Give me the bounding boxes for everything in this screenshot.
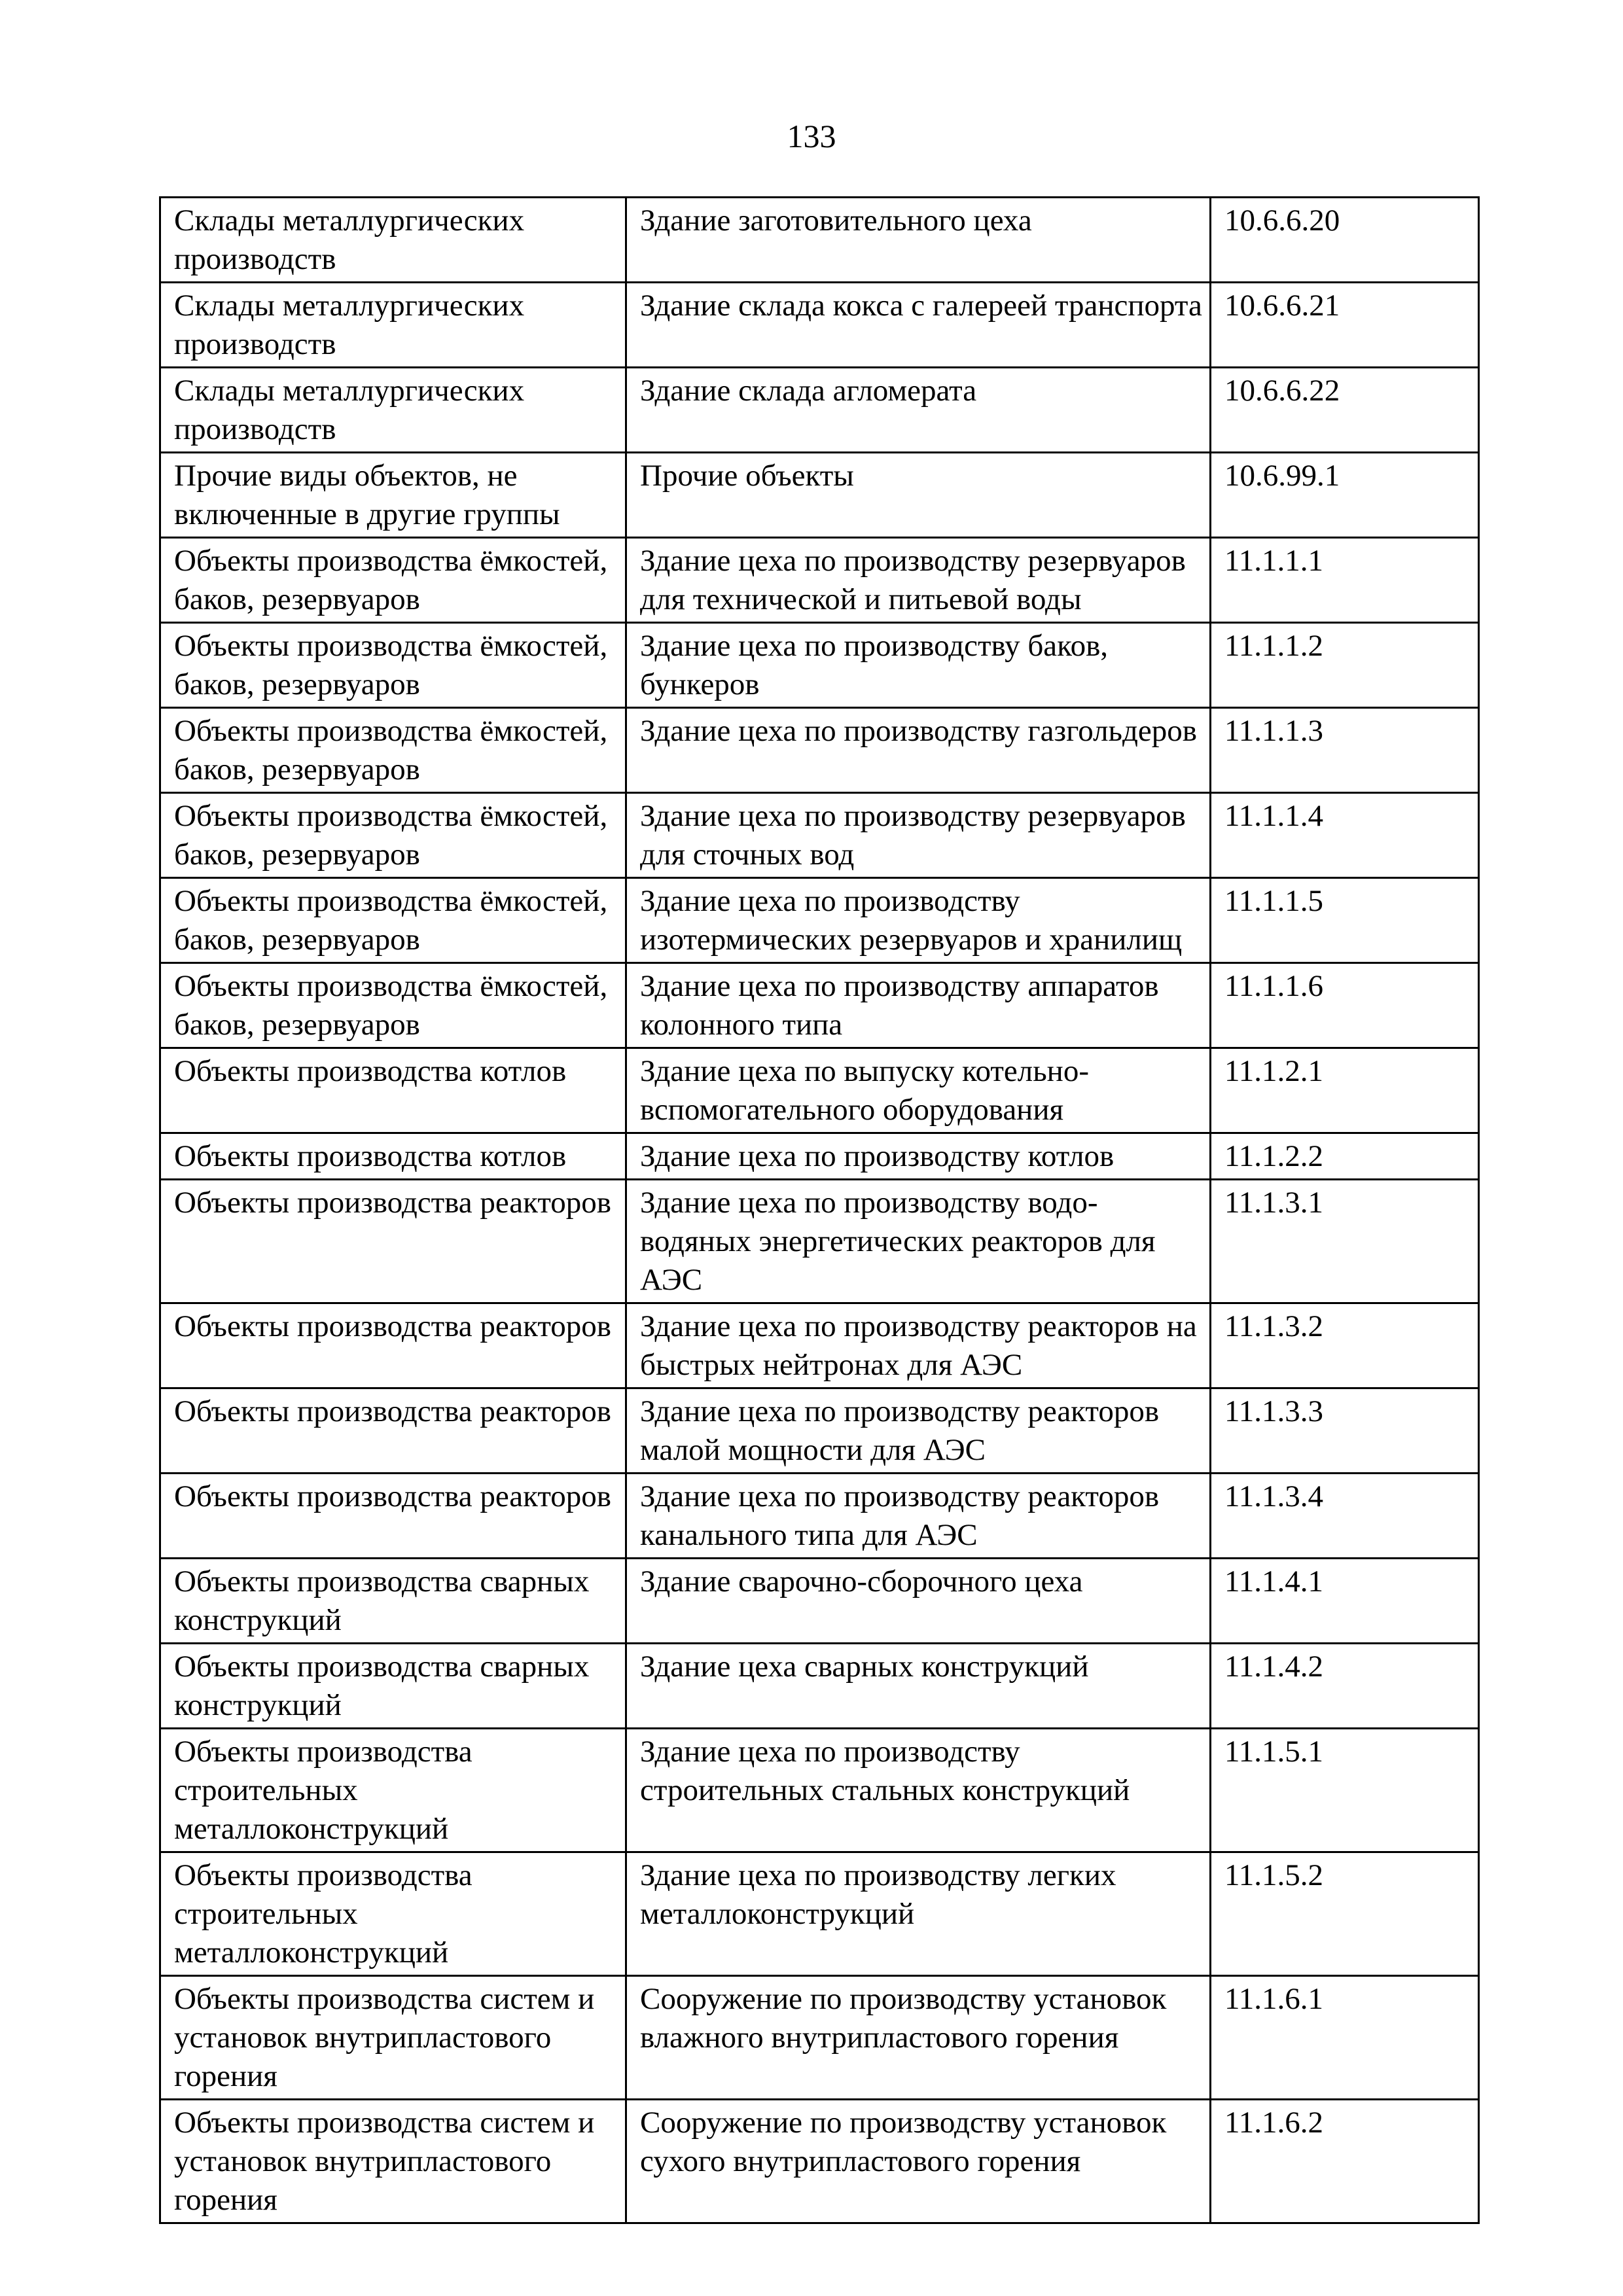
table-row bbox=[160, 538, 1479, 623]
table-row bbox=[160, 1644, 1479, 1729]
table-row bbox=[160, 1388, 1479, 1474]
object-cell: Здание цеха сварных конструкций bbox=[626, 1644, 1211, 1729]
table-row bbox=[160, 1976, 1479, 2100]
code-cell: 11.1.1.4 bbox=[1211, 793, 1479, 878]
category-cell: Объекты производства строительных металлоконструкций bbox=[160, 1852, 626, 1976]
code-cell: 11.1.1.6 bbox=[1211, 963, 1479, 1048]
table-row bbox=[160, 368, 1479, 453]
object-cell: Здание цеха по производству резервуаров для технической и питьевой воды bbox=[626, 538, 1211, 623]
object-cell: Здание цеха по производству реакторов на быстрых нейтронах для АЭС bbox=[626, 1303, 1211, 1388]
object-cell: Здание цеха по производству котлов bbox=[626, 1133, 1211, 1180]
code-cell: 11.1.1.1 bbox=[1211, 538, 1479, 623]
code-cell: 11.1.4.2 bbox=[1211, 1644, 1479, 1729]
category-cell: Склады металлургических производств bbox=[160, 198, 626, 283]
object-cell: Здание цеха по производству строительных стальных конструкций bbox=[626, 1729, 1211, 1852]
code-cell: 11.1.3.2 bbox=[1211, 1303, 1479, 1388]
code-cell: 11.1.3.1 bbox=[1211, 1180, 1479, 1303]
object-cell: Здание цеха по производству баков, бункеров bbox=[626, 623, 1211, 708]
object-cell: Здание цеха по выпуску котельно-вспомогательного оборудования bbox=[626, 1048, 1211, 1133]
category-cell: Объекты производства ёмкостей, баков, резервуаров bbox=[160, 878, 626, 963]
table-row bbox=[160, 1559, 1479, 1644]
category-cell: Склады металлургических производств bbox=[160, 283, 626, 368]
category-cell: Объекты производства ёмкостей, баков, резервуаров bbox=[160, 708, 626, 793]
category-cell: Объекты производства реакторов bbox=[160, 1474, 626, 1559]
object-cell: Здание цеха по производству изотермических резервуаров и хранилищ bbox=[626, 878, 1211, 963]
code-cell: 11.1.1.3 bbox=[1211, 708, 1479, 793]
object-cell: Прочие объекты bbox=[626, 453, 1211, 538]
table-row bbox=[160, 1474, 1479, 1559]
object-cell: Здание цеха по производству аппаратов колонного типа bbox=[626, 963, 1211, 1048]
table-row bbox=[160, 453, 1479, 538]
code-cell: 11.1.5.2 bbox=[1211, 1852, 1479, 1976]
category-cell: Объекты производства сварных конструкций bbox=[160, 1559, 626, 1644]
table-row bbox=[160, 1303, 1479, 1388]
page-number: 133 bbox=[787, 118, 836, 154]
category-cell: Объекты производства котлов bbox=[160, 1048, 626, 1133]
object-cell: Сооружение по производству установок влажного внутрипластового горения bbox=[626, 1976, 1211, 2100]
code-cell: 11.1.3.4 bbox=[1211, 1474, 1479, 1559]
code-cell: 11.1.6.1 bbox=[1211, 1976, 1479, 2100]
code-cell: 11.1.2.2 bbox=[1211, 1133, 1479, 1180]
category-cell: Объекты производства систем и установок внутрипластового горения bbox=[160, 1976, 626, 2100]
category-cell: Объекты производства ёмкостей, баков, резервуаров bbox=[160, 793, 626, 878]
table-row bbox=[160, 708, 1479, 793]
table-row bbox=[160, 2100, 1479, 2223]
table-row bbox=[160, 1852, 1479, 1976]
category-cell: Объекты производства ёмкостей, баков, резервуаров bbox=[160, 963, 626, 1048]
table-row bbox=[160, 198, 1479, 283]
code-cell: 10.6.6.20 bbox=[1211, 198, 1479, 283]
code-cell: 11.1.6.2 bbox=[1211, 2100, 1479, 2223]
category-cell: Объекты производства реакторов bbox=[160, 1180, 626, 1303]
code-cell: 11.1.5.1 bbox=[1211, 1729, 1479, 1852]
object-cell: Здание цеха по производству резервуаров для сточных вод bbox=[626, 793, 1211, 878]
table-row bbox=[160, 1180, 1479, 1303]
object-cell: Здание цеха по производству реакторов малой мощности для АЭС bbox=[626, 1388, 1211, 1474]
object-cell: Здание заготовительного цеха bbox=[626, 198, 1211, 283]
table-row bbox=[160, 1729, 1479, 1852]
code-cell: 11.1.3.3 bbox=[1211, 1388, 1479, 1474]
table-row bbox=[160, 963, 1479, 1048]
object-cell: Здание сварочно-сборочного цеха bbox=[626, 1559, 1211, 1644]
category-cell: Объекты производства ёмкостей, баков, резервуаров bbox=[160, 623, 626, 708]
object-cell: Сооружение по производству установок сухого внутрипластового горения bbox=[626, 2100, 1211, 2223]
code-cell: 10.6.99.1 bbox=[1211, 453, 1479, 538]
category-cell: Прочие виды объектов, не включенные в другие группы bbox=[160, 453, 626, 538]
object-cell: Здание склада агломерата bbox=[626, 368, 1211, 453]
code-cell: 11.1.1.5 bbox=[1211, 878, 1479, 963]
category-cell: Объекты производства котлов bbox=[160, 1133, 626, 1180]
category-cell: Объекты производства систем и установок внутрипластового горения bbox=[160, 2100, 626, 2223]
category-cell: Склады металлургических производств bbox=[160, 368, 626, 453]
category-cell: Объекты производства ёмкостей, баков, резервуаров bbox=[160, 538, 626, 623]
objects-table bbox=[159, 196, 1480, 2224]
object-cell: Здание цеха по производству водо-водяных энергетических реакторов для АЭС bbox=[626, 1180, 1211, 1303]
table-row bbox=[160, 793, 1479, 878]
code-cell: 11.1.2.1 bbox=[1211, 1048, 1479, 1133]
object-cell: Здание склада кокса с галереей транспорта bbox=[626, 283, 1211, 368]
object-cell: Здание цеха по производству газгольдеров bbox=[626, 708, 1211, 793]
object-cell: Здание цеха по производству легких металлоконструкций bbox=[626, 1852, 1211, 1976]
code-cell: 10.6.6.21 bbox=[1211, 283, 1479, 368]
table-row bbox=[160, 623, 1479, 708]
table-row bbox=[160, 283, 1479, 368]
table-row bbox=[160, 1133, 1479, 1180]
category-cell: Объекты производства реакторов bbox=[160, 1303, 626, 1388]
code-cell: 11.1.1.2 bbox=[1211, 623, 1479, 708]
category-cell: Объекты производства реакторов bbox=[160, 1388, 626, 1474]
table-row bbox=[160, 1048, 1479, 1133]
code-cell: 11.1.4.1 bbox=[1211, 1559, 1479, 1644]
object-cell: Здание цеха по производству реакторов канального типа для АЭС bbox=[626, 1474, 1211, 1559]
code-cell: 10.6.6.22 bbox=[1211, 368, 1479, 453]
category-cell: Объекты производства сварных конструкций bbox=[160, 1644, 626, 1729]
category-cell: Объекты производства строительных металлоконструкций bbox=[160, 1729, 626, 1852]
table-row bbox=[160, 878, 1479, 963]
table-body bbox=[160, 198, 1479, 2223]
